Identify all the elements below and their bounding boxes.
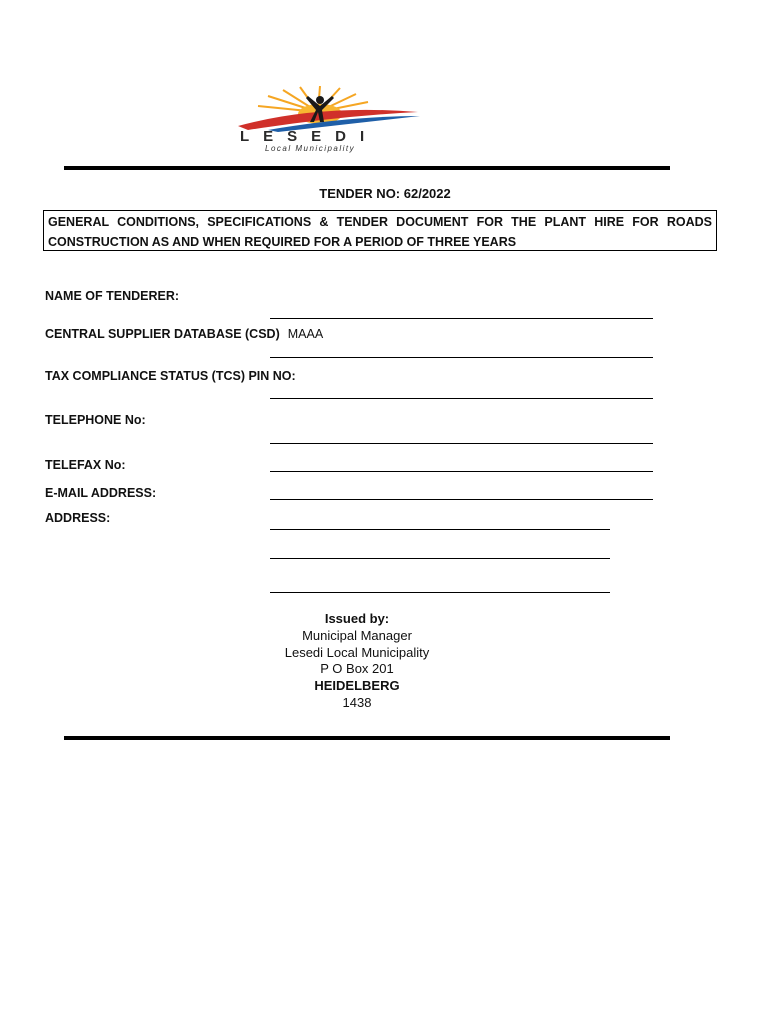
- issued-by-postal-code: 1438: [342, 694, 372, 710]
- issued-by-block: [0, 611, 714, 712]
- csd-value: MAAA: [287, 327, 324, 341]
- issued-by-po-box: P O Box 201: [320, 661, 394, 677]
- logo-wordmark: LESEDI: [240, 128, 379, 145]
- tcs-line[interactable]: [270, 398, 653, 399]
- name-of-tenderer-line[interactable]: [270, 318, 653, 319]
- csd-label: CENTRAL SUPPLIER DATABASE (CSD) MAAA: [45, 327, 324, 341]
- email-line[interactable]: [270, 499, 653, 500]
- issued-by-organisation: Lesedi Local Municipality: [284, 644, 430, 660]
- telephone-line[interactable]: [270, 443, 653, 444]
- issued-by-heading: Issued by:: [324, 611, 390, 626]
- email-label: E-MAIL ADDRESS:: [45, 486, 157, 500]
- csd-line[interactable]: [270, 357, 653, 358]
- name-of-tenderer-label: NAME OF TENDERER:: [45, 289, 180, 303]
- logo-subtitle: Local Municipality: [265, 144, 356, 153]
- telefax-label: TELEFAX No:: [45, 458, 126, 472]
- address-line-1[interactable]: [270, 529, 610, 530]
- tender-number: TENDER NO: 62/2022: [319, 186, 451, 201]
- tcs-label: TAX COMPLIANCE STATUS (TCS) PIN NO:: [45, 369, 296, 383]
- telefax-line[interactable]: [270, 471, 653, 472]
- address-line-2[interactable]: [270, 558, 610, 559]
- document-title: GENERAL CONDITIONS, SPECIFICATIONS & TENDER DOCUMENT FOR THE PLANT HIRE FOR ROADS CONSTRUCTION AS AND WHEN REQUIRED FOR A PERIOD OF THREE YEARS: [43, 210, 717, 251]
- telephone-label: TELEPHONE No:: [45, 413, 146, 427]
- address-line-3[interactable]: [270, 592, 610, 593]
- issued-by-town: HEIDELBERG: [314, 678, 400, 694]
- top-rule: [64, 166, 670, 170]
- address-label: ADDRESS:: [45, 511, 111, 525]
- issued-by-title: Municipal Manager: [302, 627, 412, 643]
- bottom-rule: [64, 736, 670, 740]
